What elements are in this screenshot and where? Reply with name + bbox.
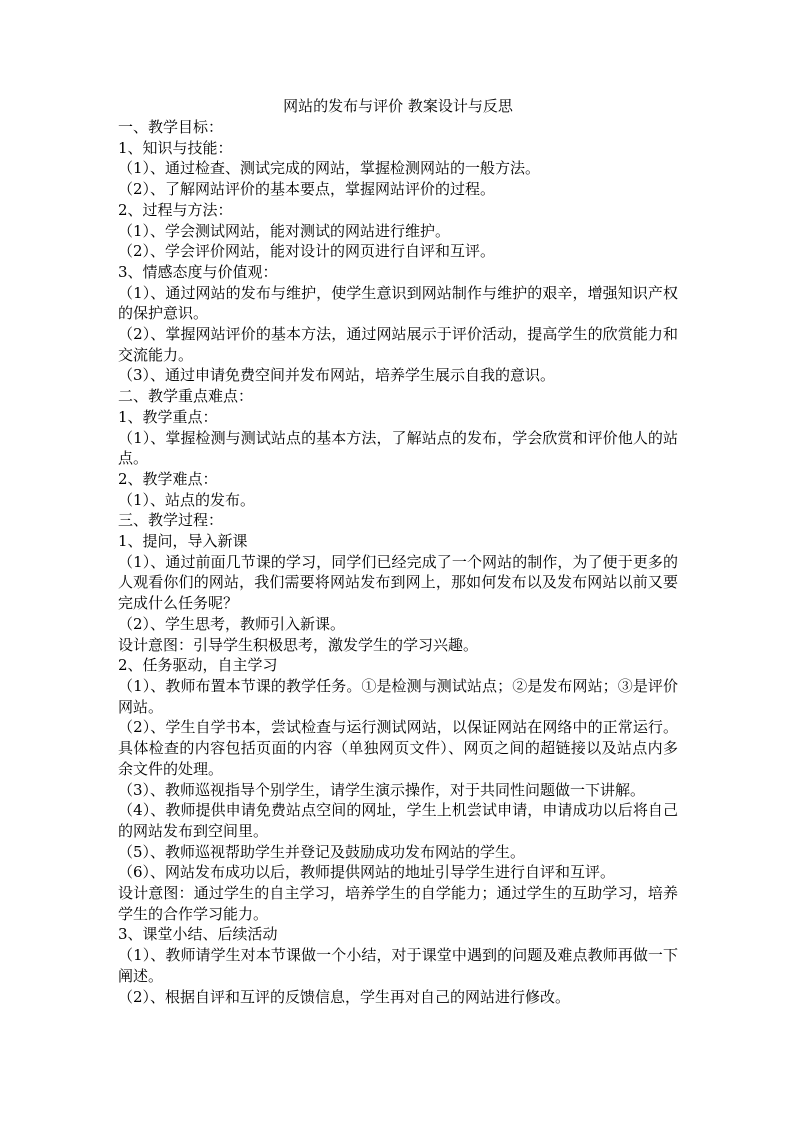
paragraph: （1）、通过前面几节课的学习，同学们已经完成了一个网站的制作，为了便于更多的人观看你们的网站，我们需要将网站发布到网上，那如何发布以及发布网站以前又要完成什么任务呢？ [118, 552, 678, 613]
paragraph: （1）、通过网站的发布与维护，使学生意识到网站制作与维护的艰辛，增强知识产权的保护意识。 [118, 283, 678, 323]
paragraph: （1）、教师请学生对本节课做一个小结，对于课堂中遇到的问题及难点教师再做一下阐述。 [118, 946, 678, 985]
paragraph: （3）、通过申请免费空间并发布网站，培养学生展示自我的意识。 [118, 366, 556, 385]
paragraph: （2）、学生思考，教师引入新课。 [118, 614, 346, 633]
paragraph: （1）、教师布置本节课的教学任务。①是检测与测试站点；②是发布网站；③是评价网站。 [118, 676, 678, 716]
subheading-difficulties: 2、教学难点： [118, 469, 218, 488]
paragraph: （1）、通过检查、测试完成的网站，掌握检测网站的一般方法。 [118, 159, 541, 178]
subheading-task-driven: 2、任务驱动，自主学习 [118, 656, 278, 675]
paragraph: （2）、掌握网站评价的基本方法，通过网站展示于评价活动，提高学生的欣赏能力和交流能力。 [118, 325, 678, 364]
section-heading-process: 三、教学过程： [118, 511, 224, 530]
paragraph: （4）、教师提供申请免费站点空间的网址，学生上机尝试申请，申请成功以后将自己的网站发布到空间里。 [118, 801, 678, 840]
section-heading-objectives: 一、教学目标： [118, 118, 224, 136]
paragraph: （3）、教师巡视指导个别学生，请学生演示操作，对于共同性问题做一下讲解。 [118, 780, 646, 799]
document-title: 网站的发布与评价 教案设计与反思 [283, 97, 513, 115]
document-page [118, 96, 678, 1007]
section-heading-key-points: 二、教学重点难点： [118, 387, 254, 406]
subheading-process-methods: 2、过程与方法： [118, 200, 233, 219]
subheading-intro: 1、提问，导入新课 [118, 532, 248, 551]
paragraph: （2）、学生自学书本，尝试检查与运行测试网站，以保证网站在网络中的正常运行。具体检查的内容包括页面的内容（单独网页文件）、网页之间的超链接以及站点内多余文件的处理。 [118, 718, 678, 778]
paragraph: （2）、了解网站评价的基本要点，掌握网站评价的过程。 [118, 180, 496, 199]
subheading-knowledge-skills: 1、知识与技能： [118, 138, 233, 157]
paragraph: （2）、根据自评和互评的反馈信息，学生再对自己的网站进行修改。 [118, 987, 571, 1006]
paragraph: （2）、学会评价网站，能对设计的网页进行自评和互评。 [118, 242, 496, 261]
subheading-key-points: 1、教学重点： [118, 407, 218, 426]
paragraph: （1）、学会测试网站，能对测试的网站进行维护。 [118, 221, 451, 240]
paragraph: （1）、掌握检测与测试站点的基本方法，了解站点的发布，学会欣赏和评价他人的站点。 [118, 428, 678, 468]
paragraph: （5）、教师巡视帮助学生并登记及鼓励成功发布网站的学生。 [118, 842, 526, 861]
subheading-attitudes-values: 3、情感态度与价值观： [118, 262, 278, 281]
subheading-summary: 3、课堂小结、后续活动 [118, 925, 278, 944]
paragraph: （6）、网站发布成功以后，教师提供网站的地址引导学生进行自评和互评。 [118, 863, 616, 882]
design-intent: 设计意图：引导学生积极思考，激发学生的学习兴趣。 [118, 635, 479, 654]
paragraph: （1）、站点的发布。 [118, 490, 256, 509]
design-intent: 设计意图：通过学生的自主学习，培养学生的自学能力；通过学生的互助学习，培养学生的合作学习能力。 [118, 884, 678, 923]
